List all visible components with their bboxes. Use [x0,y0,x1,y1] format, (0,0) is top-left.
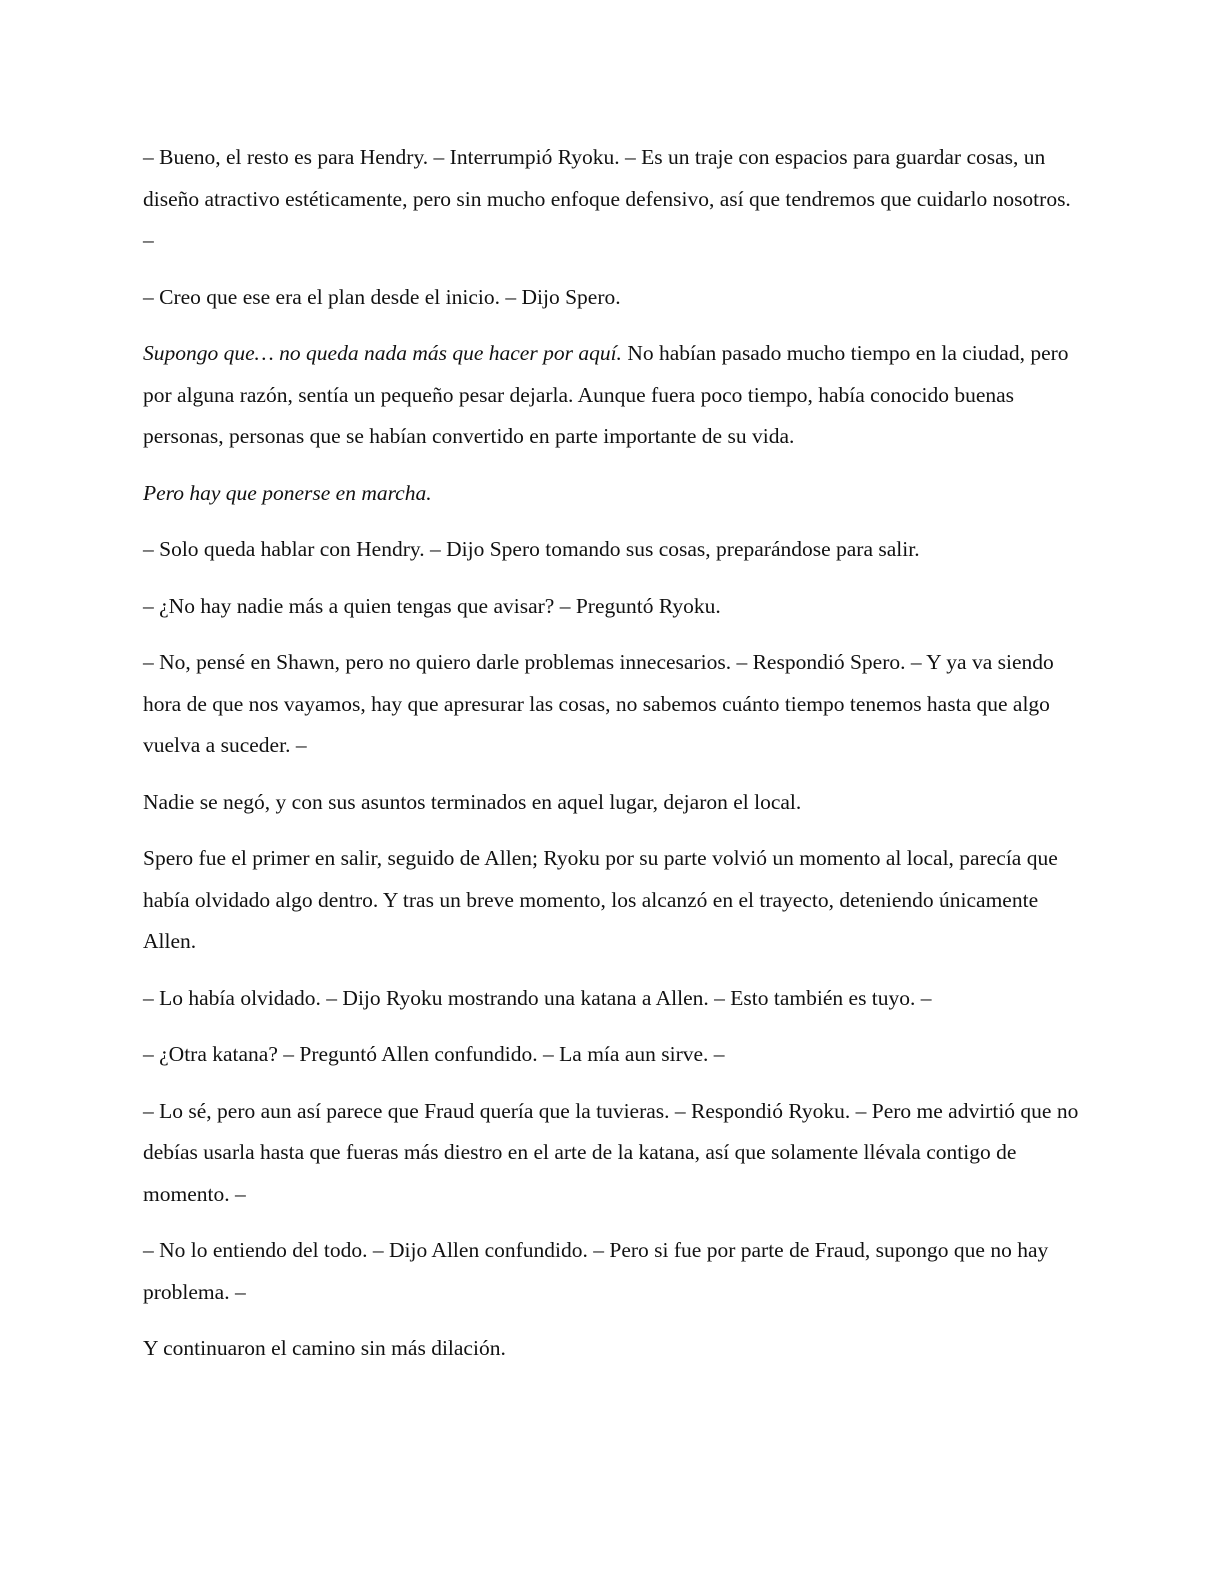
paragraph-7-text: – No, pensé en Shawn, pero no quiero darle problemas innecesarios. – Respondió Spero. – Y ya va siendo hora de que nos vayamos, hay que apresurar las cosas, no sabemos cuánto tiempo tenemos hasta que algo vuelva a suceder. – [143,650,1054,757]
paragraph-7 [143,642,1083,767]
paragraph-4-italic-thought: Pero hay que ponerse en marcha. [143,480,432,505]
paragraph-3-italic-thought: Supongo que… no queda nada más que hacer por aquí. [143,341,622,365]
paragraph-14 [143,1328,1083,1370]
paragraph-14-text: Y continuaron el camino sin más dilación. [143,1336,506,1360]
paragraph-11-text: – ¿Otra katana? – Preguntó Allen confundido. – La mía aun sirve. – [143,1042,725,1066]
paragraph-5 [143,529,1083,571]
paragraph-1 [143,137,1083,262]
paragraph-10-text: – Lo había olvidado. – Dijo Ryoku mostrando una katana a Allen. – Esto también es tuyo. – [143,985,932,1010]
paragraph-12 [143,1091,1083,1216]
paragraph-1-text: – Bueno, el resto es para Hendry. – Interrumpió Ryoku. – Es un traje con espacios para guardar cosas, un diseño atractivo estéticamente, pero sin mucho enfoque defensivo, así que tendremos que cuidarlo nosotros. – [143,145,1071,252]
paragraph-6 [143,586,1083,628]
paragraph-10 [143,978,1083,1020]
paragraph-9 [143,838,1083,963]
paragraph-3 [143,333,1083,458]
document-page [143,137,1083,1385]
paragraph-9-text: Spero fue el primer en salir, seguido de Allen; Ryoku por su parte volvió un momento al local, parecía que había olvidado algo dentro. Y tras un breve momento, los alcanzó en el trayecto, deteniendo únicamente Allen. [143,846,1058,953]
paragraph-8-text: Nadie se negó, y con sus asuntos terminados en aquel lugar, dejaron el local. [143,789,802,814]
paragraph-4 [143,473,1083,515]
paragraph-2-text: – Creo que ese era el plan desde el inicio. – Dijo Spero. [143,284,621,309]
paragraph-13 [143,1230,1083,1313]
paragraph-2 [143,277,1083,319]
paragraph-3-text: No habían pasado mucho tiempo en la ciudad, pero por alguna razón, sentía un pequeño pesar dejarla. Aunque fuera poco tiempo, había conocido buenas personas, personas que se habían convertido en parte importante de su vida. [143,341,1069,448]
paragraph-12-text: – Lo sé, pero aun así parece que Fraud quería que la tuvieras. – Respondió Ryoku. – Pero me advirtió que no debías usarla hasta que fueras más diestro en el arte de la katana, así que solamente llévala contigo de momento. – [143,1098,1079,1206]
paragraph-6-text: – ¿No hay nadie más a quien tengas que avisar? – Preguntó Ryoku. [143,593,721,618]
paragraph-13-text: – No lo entiendo del todo. – Dijo Allen confundido. – Pero si fue por parte de Fraud, supongo que no hay problema. – [143,1238,1049,1304]
paragraph-11 [143,1034,1083,1076]
paragraph-8 [143,782,1083,824]
paragraph-5-text: – Solo queda hablar con Hendry. – Dijo Spero tomando sus cosas, preparándose para salir. [143,537,920,561]
